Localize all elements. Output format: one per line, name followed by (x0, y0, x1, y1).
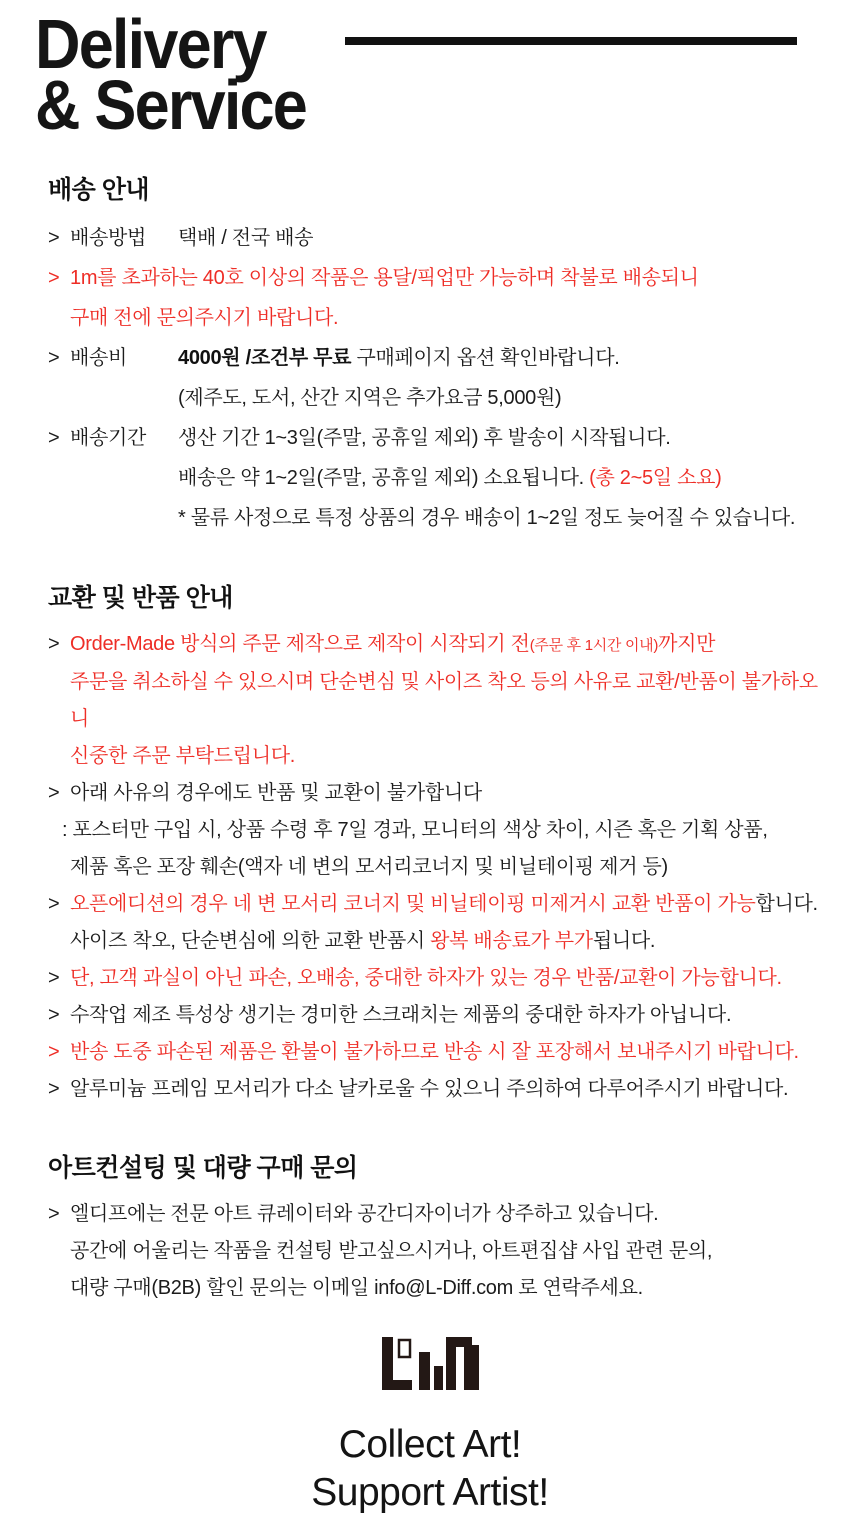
bullet-chevron: > (48, 1203, 60, 1225)
shipping-period-row (48, 418, 830, 538)
bullet-chevron: > (48, 1041, 60, 1063)
order-made-line1: Order-Made 방식의 주문 제작으로 제작이 시작되기 전(주문 후 1시간 이내)까지만 (70, 633, 716, 655)
open-edition-line2: 사이즈 착오, 단순변심에 의한 교환 반품시 왕복 배송료가 부가됩니다. (70, 930, 656, 952)
shipping-fee-line1 (178, 338, 830, 378)
shipping-period-line2: 배송은 약 1~2일(주말, 공휴일 제외) 소요됩니다. (총 2~5일 소요) (178, 467, 722, 489)
shipping-fee-label: 배송비 (70, 347, 128, 369)
bullet-chevron: > (48, 633, 60, 655)
order-made-line3: 신중한 주문 부탁드립니다. (70, 745, 295, 767)
shipping-fee-note: (제주도, 도서, 산간 지역은 추가요금 5,000원) (178, 387, 562, 409)
title-rule (345, 37, 797, 45)
consulting-line2: 공간에 어울리는 작품을 컨설팅 받고싶으시거나, 아트편집샵 사입 관련 문의, (70, 1240, 713, 1262)
returns-section (48, 578, 860, 1108)
returns-item-open-edition (48, 886, 830, 960)
shipping-fee-price: 4000원 /조건부 무료 (178, 347, 352, 369)
shipping-period-label: 배송기간 (70, 427, 147, 449)
returns-item-open-edition-text (70, 886, 830, 960)
slogan (0, 1421, 860, 1517)
footer (0, 1337, 860, 1517)
exclusions-line2: : 포스터만 구입 시, 상품 수령 후 7일 경과, 모니터의 색상 차이, 시즌 혹은 기획 상품, (62, 819, 768, 841)
open-edition-line1: 오픈에디션의 경우 네 변 모서리 코너지 및 비닐테이핑 미제거시 교환 반품이 가능합니다. (70, 893, 818, 915)
bullet-chevron: > (48, 967, 60, 989)
exclusions-line1: 아래 사유의 경우에도 반품 및 교환이 불가합니다 (70, 782, 482, 804)
consulting-line1: 엘디프에는 전문 아트 큐레이터와 공간디자이너가 상주하고 있습니다. (70, 1203, 659, 1225)
bullet-chevron: > (48, 267, 60, 289)
bullet-chevron: > (48, 427, 60, 449)
bullet-chevron: > (48, 893, 60, 915)
oversize-notice-line2: 구매 전에 문의주시기 바랍니다. (70, 307, 339, 329)
bullet-chevron: > (48, 1078, 60, 1100)
consulting-heading: 아트컨설팅 및 대량 구매 문의 (48, 1154, 358, 1182)
shipping-fee-rest: 구매페이지 옵션 확인바랍니다. (351, 347, 620, 369)
returns-item-return-damage-text: 반송 도중 파손된 제품은 환불이 불가하므로 반송 시 잘 포장해서 보내주시기 바랍니다. (70, 1041, 799, 1063)
consulting-text (70, 1196, 830, 1307)
page-title (35, 5, 778, 144)
returns-item-defect-allowed (48, 960, 830, 997)
shipping-period-value (178, 418, 830, 538)
shipping-heading: 배송 안내 (48, 176, 150, 204)
page-title-line2: & Service (35, 66, 306, 144)
slogan-line2: Support Artist! (311, 1471, 549, 1514)
returns-item-return-damage (48, 1034, 830, 1071)
l-diff-logo-icon (382, 1337, 479, 1390)
shipping-period-line1: 생산 기간 1~3일(주말, 공휴일 제외) 후 발송이 시작됩니다. (178, 427, 671, 449)
returns-item-exclusions-text (62, 775, 830, 886)
l-diff-logo (382, 1337, 479, 1395)
shipping-period-total-days: (총 2~5일 소요) (589, 467, 722, 489)
round-trip-fee-note: 왕복 배송료가 부가 (430, 930, 593, 952)
order-made-window-note: (주문 후 1시간 이내) (529, 637, 659, 654)
exclusions-line3: 제품 혹은 포장 훼손(액자 네 변의 모서리코너지 및 비닐테이핑 제거 등) (70, 856, 668, 878)
returns-item-scratch (48, 997, 830, 1034)
oversize-notice-row (48, 258, 830, 338)
returns-item-exclusions (48, 775, 830, 886)
shipping-fee-row (48, 338, 830, 418)
page-title-line1: Delivery (35, 5, 266, 83)
page-header (0, 0, 860, 142)
returns-item-aluminum-frame-text: 알루미늄 프레임 모서리가 다소 날카로울 수 있으니 주의하여 다루어주시기 바랍니다. (70, 1078, 789, 1100)
oversize-notice-line1: 1m를 초과하는 40호 이상의 작품은 용달/픽업만 가능하며 착불로 배송되니 (70, 267, 699, 289)
returns-item-scratch-text: 수작업 제조 특성상 생기는 경미한 스크래치는 제품의 중대한 하자가 아닙니다. (70, 1004, 732, 1026)
returns-item-order-made (48, 626, 830, 775)
slogan-line1: Collect Art! (338, 1423, 522, 1466)
returns-item-aluminum-frame (48, 1071, 830, 1108)
consulting-item (48, 1196, 830, 1307)
shipping-fee-value (178, 338, 830, 418)
bullet-chevron: > (48, 782, 60, 804)
shipping-method-label: 배송방법 (70, 227, 147, 249)
returns-item-order-made-text (70, 626, 830, 775)
returns-item-defect-allowed-text: 단, 고객 과실이 아닌 파손, 오배송, 중대한 하자가 있는 경우 반품/교환이 가능합니다. (70, 967, 782, 989)
order-made-line2: 주문을 취소하실 수 있으시며 단순변심 및 사이즈 착오 등의 사유로 교환/반품이 불가하오니 (70, 671, 818, 730)
consulting-line3: 대량 구매(B2B) 할인 문의는 이메일 info@L-Diff.com 로 연락주세요. (70, 1277, 643, 1299)
consulting-section (48, 1148, 860, 1307)
bullet-chevron: > (48, 347, 60, 369)
shipping-method-value: 택배 / 전국 배송 (178, 227, 314, 249)
bullet-chevron: > (48, 1004, 60, 1026)
shipping-method-row (48, 218, 830, 258)
returns-heading: 교환 및 반품 안내 (48, 584, 233, 612)
shipping-section (48, 170, 860, 538)
bullet-chevron: > (48, 227, 60, 249)
shipping-period-line3: * 물류 사정으로 특정 상품의 경우 배송이 1~2일 정도 늦어질 수 있습니다. (178, 507, 796, 529)
oversize-notice-text (70, 258, 830, 338)
